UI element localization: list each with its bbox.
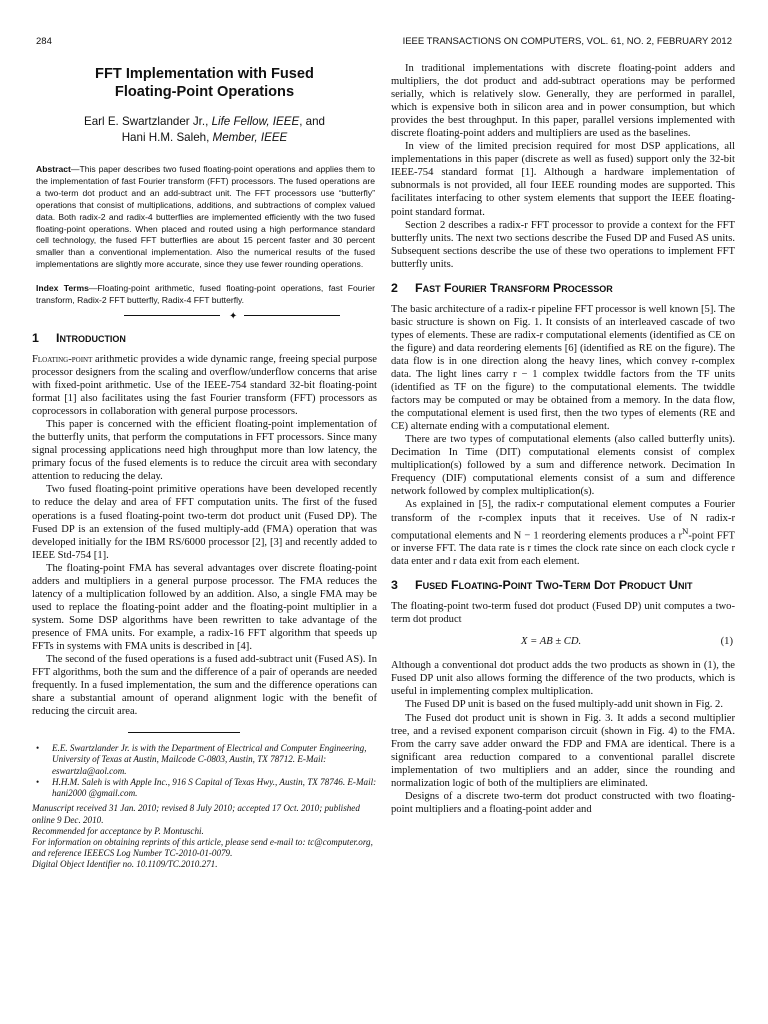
dp-paragraph-3: The Fused DP unit is based on the fused multiply-add unit shown in Fig. 2. <box>405 699 723 711</box>
abstract <box>36 164 375 271</box>
doi: Digital Object Identifier no. 10.1109/TC.2010.271. <box>32 859 218 870</box>
footnote-rule <box>128 732 240 733</box>
intro-dropword: Floating-point <box>32 353 93 365</box>
footnote-bullet-1: • <box>36 743 40 754</box>
paper-title <box>32 65 377 101</box>
title-line-2: Floating-Point Operations <box>114 84 295 100</box>
author-line-2 <box>32 130 377 146</box>
author-1-name: Earl E. Swartzlander Jr., <box>83 115 212 128</box>
diamond-icon: ✦ <box>229 310 238 322</box>
left-column <box>32 62 377 871</box>
author-2-role: Member, IEEE <box>212 131 288 144</box>
section-2-number: 2 <box>391 280 398 295</box>
fft-paragraph-3-part-b: -point FFT or inverse FFT. The data rate is r times the clock rate since on each clock cycle r data enter and r data exit from each element. <box>391 530 735 568</box>
intro-paragraph-2: This paper is concerned with the efficient floating-point implementation of the butterfly units, that perform the computations in FFT processors. Since many signal processing applications need high throughput more than low latency, the primary focus of the fused elements is to reduce the circuit area with secondary attention to reducing the delay. <box>32 419 377 483</box>
fft-paragraph-3 <box>391 498 735 568</box>
section-divider <box>32 309 377 321</box>
footnote-author-1 <box>32 743 377 777</box>
author-list <box>32 114 377 146</box>
dp-paragraph-2: Although a conventional dot product adds the two products as shown in (1), the Fused DP unit also allows forming the difference of the two products, which is useful in implementing complex multiplication. <box>391 660 735 698</box>
right-paragraph-2: In view of the limited precision required for most DSP applications, all implementations in this paper (discrete as well as fused) support only the 32-bit IEEE-754 standard format [1]. Although a hardware implementation of subnormals is not provided, all four IEEE rounding modes are supported. This facilitates interfacing to other system elements that support the IEEE floating-point standard format. <box>391 141 735 218</box>
section-2-heading <box>391 281 735 296</box>
abstract-text: —This paper describes two fused floating-point operations and applies them to the implementation of fast Fourier transform (FFT) processors. The fused operations are a two-term dot product and an add-subtract unit. The FFT processors use “butterfly” operations that consist of multiplications, additions, and subtractions of complex valued data. Both radix-2 and radix-4 butterflies are implemented efficiently with the two fused floating-point operations. When placed and routed using a high performance standard cell technology, the fused FFT butterflies are about 15 percent faster and 30 percent smaller than a conventional implementation. Also the numerical results of the fused implementations are slightly more accurate, since they use fewer rounding operations. <box>36 164 375 270</box>
dp-paragraph-5: Designs of a discrete two-term dot product constructed with two floating-point multipliers and a floating-point adder and <box>391 790 735 815</box>
section-3-number: 3 <box>391 578 398 593</box>
right-column <box>391 62 735 816</box>
equation-1-body: X = AB ± CD. <box>521 636 582 648</box>
footnote-author-2-text: H.H.M. Saleh is with Apple Inc., 916 S Capital of Texas Hwy., Austin, TX 78746. E-Mail: hani2000 @gmail.com. <box>52 776 377 799</box>
index-terms-text: —Floating-point arithmetic, fused floating-point operations, fast Fourier transform, Radix-2 FFT butterfly, Radix-4 FFT butterfly. <box>36 283 375 306</box>
section-3-title: Fused Floating-Point Two-Term Dot Product Unit <box>415 578 693 593</box>
author-1-role: Life Fellow, IEEE <box>211 115 300 128</box>
equation-1-number: (1) <box>720 636 733 648</box>
footnotes <box>32 743 377 870</box>
author-line-1 <box>32 114 377 130</box>
right-paragraph-3: Section 2 describes a radix-r FFT processor to provide a context for the FFT butterfly units. The next two sections describe the Fused DP and Fused AS units. Subsequent sections describe the use of these two operations to implement FFT butterfly units. <box>391 219 735 270</box>
section-3-heading <box>391 578 735 593</box>
footnote-author-2 <box>32 777 377 799</box>
abstract-label: Abstract <box>36 164 71 174</box>
section-1-heading <box>32 331 377 346</box>
divider-line-left <box>124 315 220 316</box>
dp-paragraph-4: The Fused dot product unit is shown in Fig. 3. It adds a second multiplier tree, and a revised exponent comparison circuit (shown in Fig. 4) to the FMA. From the carry save adder onward the FDP and FMA are identical. There is a significant area reduction compared to a conventional parallel discrete implementation of two multipliers and an adder, since the rounding and normalization logic of both of the multipliers are eliminated. <box>391 712 735 789</box>
fft-paragraph-3-part-a: As explained in [5], the radix-r computational element computes a Fourier transform of the r-complex inputs that it receives. Use of N radix-r computational elements and N − 1 reordering elements produces a r <box>391 499 735 542</box>
intro-paragraph-1 <box>32 353 377 418</box>
fft-paragraph-1: The basic architecture of a radix-r pipeline FFT processor is well known [5]. The basic structure is shown on Fig. 1. It consists of an interleaved cascade of two types of elements. These are radix-r computational elements (identified as CE on the figure) and data reordering elements [6] (identified as RE on the figure). The data flow is in one direction along the heavy lines, which convey r-complex data. The light lines carry r − 1 complex twiddle factors from the TF units (identified as TF on the figure) to the computational elements. The twiddle factors may be computed or may be obtained from a memory. In the data flow, the computational element is used first, then the two types of elements (RE and CE) alternate ending with a computational element. <box>391 303 735 433</box>
manuscript-dates: Manuscript received 31 Jan. 2010; revised 8 July 2010; accepted 17 Oct. 2010; published online 9 Dec. 2010. <box>32 803 360 825</box>
fft-paragraph-3-superscript: N <box>682 525 689 536</box>
page-number: 284 <box>36 36 52 47</box>
title-line-1: FFT Implementation with Fused <box>95 66 314 82</box>
author-2-name: Hani H.M. Saleh, <box>121 131 213 144</box>
dp-paragraph-1: The floating-point two-term fused dot product (Fused DP) unit computes a two-term dot product <box>391 601 735 626</box>
author-separator: , and <box>299 115 325 128</box>
journal-header: IEEE TRANSACTIONS ON COMPUTERS, VOL. 61, NO. 2, FEBRUARY 2012 <box>402 36 732 47</box>
right-paragraph-1: In traditional implementations with discrete floating-point adders and multipliers, the dot product and add-subtract operations may be performed serially, which is relatively slow. Generally, they are performed in parallel, which is expensive both in silicon area and in power consumption, but which provides the best throughput. In this paper, parallel versions implemented with discrete floating-point adders and multipliers are used as the baselines. <box>391 63 735 140</box>
recommended-by: Recommended for acceptance by P. Montuschi. <box>32 825 204 836</box>
index-terms-label: Index Terms <box>36 283 89 294</box>
running-head <box>36 36 732 50</box>
footnote-bullet-2: • <box>36 776 40 787</box>
fft-paragraph-2: There are two types of computational elements (also called butterfly units). Decimation In Time (DIT) computational elements consist of complex multiplication(s) followed by a sum and difference network. Decimation In Frequency (DIF) computational elements consist of a sum and difference network followed by complex multiplication(s). <box>391 434 735 498</box>
intro-paragraph-4: The floating-point FMA has several advantages over discrete floating-point adders and multipliers in a general purpose processor. The FMA reduces the latency of a multiplication followed by an addition. Also, a single FMA may be used to replace the floating-point adder and the floating-point multiplier in a system. Some DSP algorithms have been rewritten to take advantage of the presence of FMA units. For example, a radix-16 FFT algorithm that speeds up FFTs in systems with FMA units is described in [4]. <box>32 562 377 652</box>
intro-paragraph-5: The second of the fused operations is a fused add-subtract unit (Fused AS). In FFT algorithms, both the sum and the difference of a pair of operands are needed frequently. In a fused implementation, the sum and the difference operations can share a substantial amount of operand alignment logic with the benefit of reducing the circuit area. <box>32 654 377 718</box>
divider-line-right <box>244 315 340 316</box>
intro-paragraph-1-text: arithmetic provides a wide dynamic range, freeing special purpose processor designers from the scaling and overflow/underflow concerns that arise with fixed-point arithmetic. Use of the IEEE-754 standard 32-bit floating-point format [1] also facilitates using the fast Fourier transform (FFT) processors as coprocessors in collaboration with general purpose processors. <box>32 353 377 418</box>
section-1-number: 1 <box>32 330 39 345</box>
manuscript-metadata <box>32 803 377 870</box>
index-terms <box>36 283 375 307</box>
footnote-author-1-text: E.E. Swartzlander Jr. is with the Department of Electrical and Computer Engineering, University of Texas at Austin, Mailcode C-0803, Austin, TX 78712. E-Mail: eswartzla@aol.com. <box>52 743 367 776</box>
intro-paragraph-3: Two fused floating-point primitive operations have been developed recently to reduce the delay and area of FFT computation units. The first of the fused operations is a fused floating-point two-term dot product unit (Fused DP). The Fused DP is an extension of the fused multiply-add (FMA) operation that was developed initially for the IBM RS/6000 processor [2], [3] and recently added to IEEE Std-754 [1]. <box>32 484 377 561</box>
section-1-title: Introduction <box>56 330 126 345</box>
reprint-info: For information on obtaining reprints of this article, please send e-mail to: tc@computer.org, and reference IEEECS Log Number TC-2010-01-0079. <box>32 836 373 859</box>
equation-1 <box>391 635 735 651</box>
section-2-title: Fast Fourier Transform Processor <box>415 280 613 295</box>
